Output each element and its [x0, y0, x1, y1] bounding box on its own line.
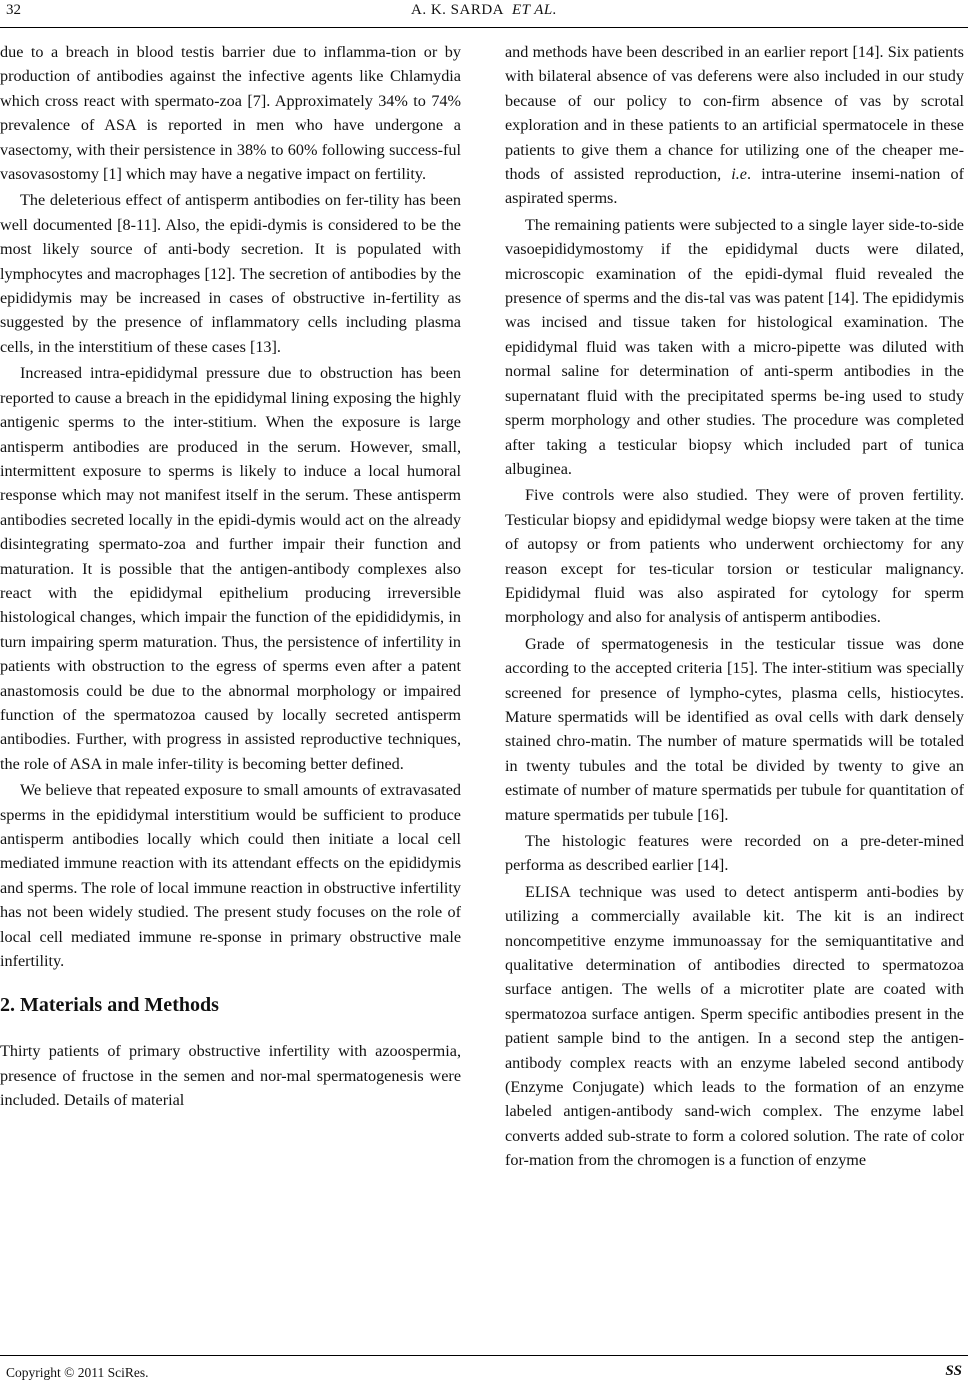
italic-text: i.e	[731, 165, 747, 184]
copyright-notice: Copyright © 2011 SciRes.	[6, 1365, 149, 1380]
paragraph: Increased intra-epididymal pressure due to obstruction has been reported to cause a breach in the epididymal lining exposing the highly antigenic sperms to the inter-stitium. When the exposure is large antisperm antibodies are produced in the serum. However, small, intermittent exposure to sperms is likely to induce a local humoral response which may not manifest itself in the serum. These antisperm antibodies secreted locally in the epidi-dymis would act on the already disintegrating spermato-zoa and further impair their function and maturation. It is possible that the antigen-antibody complexes also react with the epididymal epithelium producing irreversible histological changes, which impair the function of the epidididymis, in turn impairing sperm maturation. Thus, the persistence of infertility in patients with obstruction to the egress of sperms even after a patent anastomosis could be due to the abnormal morphology or impaired function of the spermatozoa caused by locally secreted antisperm antibodies. Further, with progress in assisted reproductive techniques, the role of ASA in male infer-tility is becoming better defined.	[0, 364, 461, 773]
left-column	[0, 40, 461, 1113]
paragraph: Grade of spermatogenesis in the testicular tissue was done according to the accepted criteria [15]. The inter-stitium was specially screened for presence of lympho-cytes, plasma cells, histiocytes. Mature spermatids will be identified as oval cells with dark densely stained chro-matin. The number of mature spermatids will be totaled in twenty tubules and the total be divided by twenty to give an estimate of number of mature spermatids per tubule for quantitation of mature spermatids per tubule [16].	[505, 634, 964, 824]
journal-abbreviation: SS	[945, 1363, 962, 1379]
text-run: and methods have been described in an earlier report [14]. Six patients with bilateral absence of vas deferens were also included in our study because of our policy to con-firm absence of vas by scrotal exploration and in these patients to an artificial spermatocele in these patients to give them a chance for utilizing one of the cheaper me-thods of assisted reproduction,	[505, 43, 964, 184]
paragraph: Five controls were also studied. They were of proven fertility. Testicular biopsy and epididymal wedge biopsy were taken at the time of autopsy or from patients who underwent orchiectomy for any reason except for tes-ticular torsion or testicular malignancy. Epididymal fluid was also aspirated for cytology for sperm morphology and also for analysis of antisperm antibodies.	[505, 486, 964, 627]
right-column	[505, 40, 964, 1173]
paragraph: The histologic features were recorded on a pre-deter-mined performa as described earlier [14].	[505, 832, 964, 875]
footer-divider	[0, 1355, 968, 1356]
paragraph: Thirty patients of primary obstructive infertility with azoospermia, presence of fructose in the semen and nor-mal spermatogenesis were included. Details of material	[0, 1042, 461, 1110]
paragraph: due to a breach in blood testis barrier due to inflamma-tion or by production of antibodies against the infective agents like Chlamydia which cross react with spermato-zoa [7]. Approximately 34% to 74% prevalence of ASA is reported in men who have undergone a vasectomy, with their persistence in 38% to 60% following success-ful vasovasostomy [1] which may have a negative impact on fertility.	[0, 43, 461, 184]
header-divider	[0, 27, 968, 28]
paragraph: The deleterious effect of antisperm antibodies on fer-tility has been well documented [8-11]. Also, the epidi-dymis is considered to be the most likely source of anti-body secretion. It is populated with lymphocytes and macrophages [12]. The secretion of antibodies by the epididymis may be increased in cases of obstructive in-fertility as suggested by the presence of inflammatory cells including plasma cells, in the interstitium of these cases [13].	[0, 191, 461, 356]
author-name: A. K. SARDA	[411, 2, 505, 18]
paragraph	[505, 40, 964, 211]
paragraph: We believe that repeated exposure to small amounts of extravasated sperms in the epididymal interstitium would be sufficient to produce antisperm antibodies locally which could then initiate a local cell mediated immune reaction with its attendant effects on the epididymis and sperms. The role of local immune reaction in obstructive infertility has not been widely studied. The present study focuses on the role of local cell mediated immune re-sponse in primary obstructive male infertility.	[0, 781, 461, 971]
author-suffix: ET AL.	[512, 2, 557, 18]
running-head	[0, 2, 968, 19]
section-heading: 2. Materials and Methods	[0, 994, 219, 1017]
paragraph: The remaining patients were subjected to a single layer side-to-side vasoepididymostomy if the epididymal ducts were dilated, microscopic examination of the epidi-dymal fluid revealed the presence of sperms and the dis-tal vas was patent [14]. The epididymis was incised and tissue taken for histological examination. The epididymal fluid was taken with a micro-pipette was diluted with normal saline for determination of anti-sperm antibodies in the supernatant fluid with the precipitated sperms be-ing used to study sperm morphology and other studies. The procedure was completed after taking a testicular biopsy which included part of tunica albuginea.	[505, 215, 964, 478]
paragraph: ELISA technique was used to detect antisperm anti-bodies by utilizing a commercially available kit. The kit is an indirect noncompetitive enzyme immunoassay for the semiquantitative and qualitative determination of antibodies directed to spermatozoa surface antigen. The wells of a microtiter plate are coated with spermatozoa surface antigen. Sperm specific antibodies present in the patient sample bind to the antigen. In a second step the antigen-antibody complex reacts with an enzyme labeled second antibody (Enzyme Conjugate) which leads to the formation of an enzyme labeled antigen-antibody sand-wich complex. The enzyme label converts added sub-strate to form a colored solution. The rate of color for-mation from the chromogen is a function of enzyme	[505, 882, 964, 1170]
page-number: 32	[6, 2, 21, 18]
text-run: . intra-uterine insemi-nation of aspirated sperms.	[505, 165, 964, 208]
